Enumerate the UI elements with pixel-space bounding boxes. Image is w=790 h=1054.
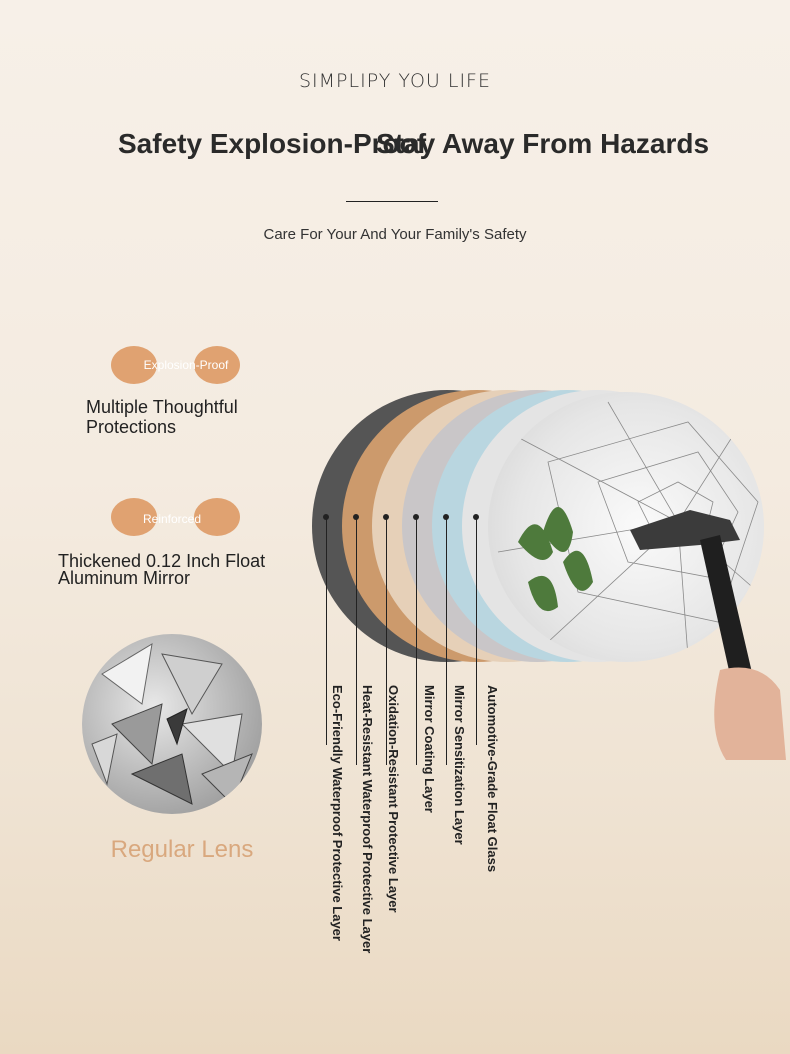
badge-text: Reinforced	[142, 512, 202, 526]
hammer-icon	[620, 500, 786, 770]
layer-label-float-glass: Automotive-Grade Float Glass	[485, 685, 500, 873]
layer-label-mirror-sensitization: Mirror Sensitization Layer	[452, 685, 467, 845]
layer-line-1	[326, 517, 327, 745]
layer-label-heat-resistant: Heat-Resistant Waterproof Protective Layer	[360, 685, 375, 954]
layer-label-oxidation-resistant: Oxidation-Resistant Protective Layer	[386, 685, 401, 913]
layer-line-2	[356, 517, 357, 765]
feature-title-protections: Multiple Thoughtful Protections	[86, 397, 238, 437]
header-subline: Care For Your And Your Family's Safety	[263, 226, 527, 243]
regular-lens-label: Regular Lens	[110, 836, 254, 863]
brand-title: SIMPLIPY YOU LIFE	[299, 70, 491, 92]
layer-line-6	[476, 517, 477, 745]
feature-title-mirror: Thickened 0.12 Inch Float Aluminum Mirror	[58, 551, 266, 588]
layer-label-mirror-coating: Mirror Coating Layer	[422, 685, 437, 813]
headline-primary: Safety Explosion-Proof	[118, 128, 427, 159]
layer-label-eco-friendly: Eco-Friendly Waterproof Protective Layer	[330, 685, 345, 941]
layer-line-5	[446, 517, 447, 765]
badge-text: Explosion-Proof	[143, 358, 229, 372]
layer-line-4	[416, 517, 417, 765]
headline-secondary: Stay Away From Hazards	[376, 128, 710, 159]
